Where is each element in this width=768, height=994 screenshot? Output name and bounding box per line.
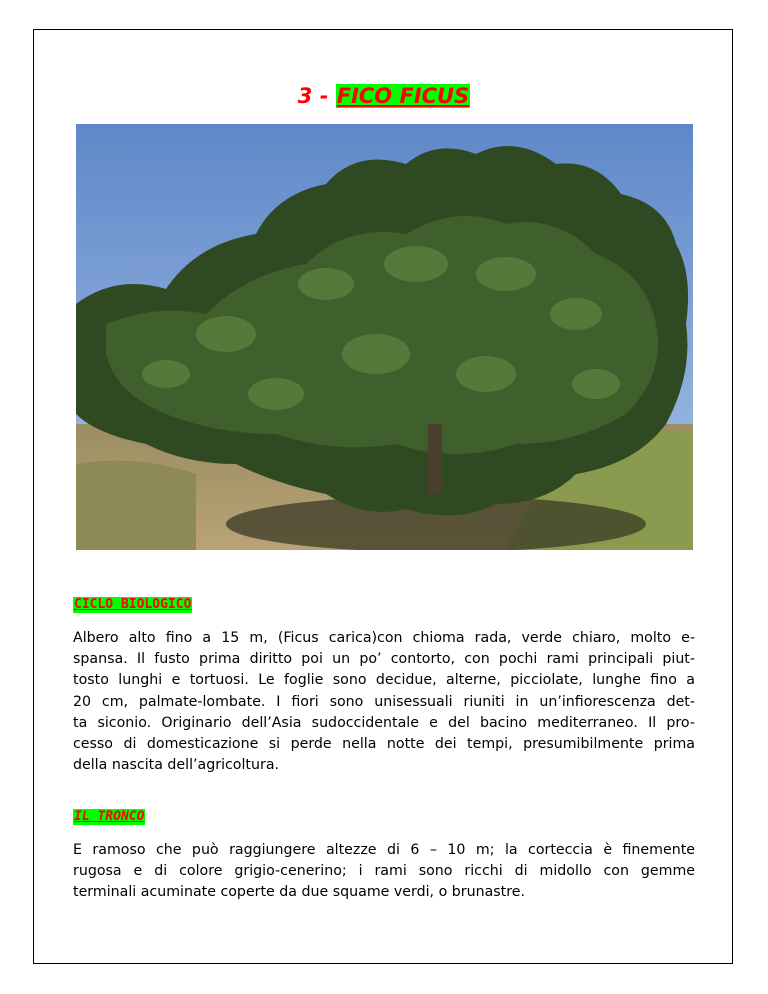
paragraph-line: rugosa e di colore grigio-cenerino; i rami sono ricchi di midollo con gemme	[73, 863, 695, 880]
paragraph-line: Albero alto fino a 15 m, (Ficus carica)con chioma rada, verde chiaro, molto e-	[73, 630, 695, 646]
title-name: FICO FICUS	[336, 84, 470, 108]
fig-tree-photo	[76, 124, 693, 550]
paragraph-line: spansa. Il fusto prima diritto poi un po’ contorto, con pochi rami principali piut-	[73, 651, 695, 668]
section-paragraph-ciclo-biologico	[73, 628, 695, 776]
section-heading-il-tronco: IL TRONCO	[74, 809, 145, 824]
paragraph-line: terminali acuminate coperte da due squame verdi, o brunastre.	[73, 884, 525, 901]
paragraph-line: cesso di domesticazione si perde nella notte dei tempi, presumibilmente prima	[73, 736, 695, 753]
page-title	[0, 84, 768, 108]
paragraph-line: ta siconio. Originario dell’Asia sudoccidentale e del bacino mediterraneo. Il pro-	[73, 714, 695, 731]
paragraph-line: 20 cm, palmate-lombate. I fiori sono unisessuali riuniti in un’infiorescenza det-	[73, 693, 695, 710]
paragraph-line: tosto lunghi e tortuosi. Le foglie sono decidue, alterne, picciolate, lunghe fino a	[73, 672, 695, 689]
paragraph-line: della nascita dell’agricoltura.	[73, 757, 280, 774]
title-number: 3 -	[297, 84, 336, 108]
paragraph-line: E ramoso che può raggiungere altezze di 6 – 10 m; la corteccia è finemente	[73, 842, 695, 858]
section-paragraph-il-tronco	[73, 840, 695, 904]
section-heading-ciclo-biologico: CICLO BIOLOGICO	[74, 597, 192, 612]
